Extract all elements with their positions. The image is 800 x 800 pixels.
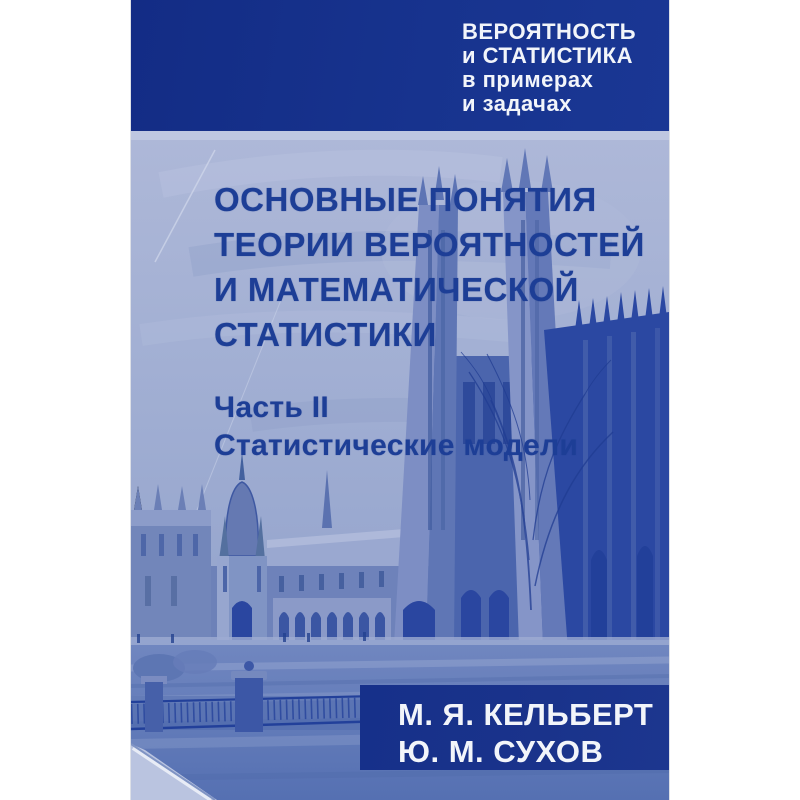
- book-title-line: И МАТЕМАТИЧЕСКОЙ: [214, 271, 579, 308]
- author-name: Ю. М. СУХОВ: [398, 734, 604, 769]
- part-block: [214, 389, 578, 465]
- author-name: М. Я. КЕЛЬБЕРТ: [398, 697, 654, 732]
- authors-panel: [360, 685, 669, 770]
- series-title: [462, 20, 636, 116]
- book-title: [214, 177, 645, 357]
- series-band: [131, 0, 669, 131]
- series-title-line: в примерах: [462, 67, 594, 92]
- book-cover: [131, 0, 669, 800]
- part-subtitle: Статистические модели: [214, 429, 579, 462]
- book-title-line: ОСНОВНЫЕ ПОНЯТИЯ: [214, 181, 597, 218]
- series-title-line: и СТАТИСТИКА: [462, 43, 633, 68]
- series-title-line: и задачах: [462, 91, 572, 116]
- series-title-line: ВЕРОЯТНОСТЬ: [462, 19, 637, 44]
- part-label: Часть II: [214, 391, 329, 424]
- book-title-line: ТЕОРИИ ВЕРОЯТНОСТЕЙ: [214, 226, 645, 263]
- book-title-line: СТАТИСТИКИ: [214, 316, 437, 353]
